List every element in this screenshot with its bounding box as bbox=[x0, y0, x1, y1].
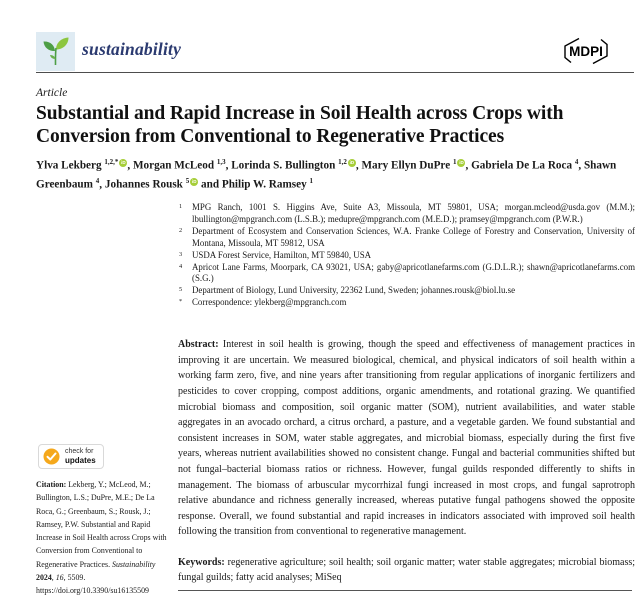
citation-segment: , 5509. bbox=[63, 573, 86, 583]
keywords-label: Keywords: bbox=[178, 556, 225, 568]
author-affiliation-superscript: 1,2,* bbox=[104, 158, 119, 166]
author-affiliation-superscript: 5 bbox=[185, 177, 190, 186]
orcid-icon[interactable]: iD bbox=[349, 160, 355, 165]
affiliation-item bbox=[178, 250, 635, 262]
citation-segment: Lekberg, Y.; McLeod, M.; Bullington, L.S.; DuPre, M.E.; De La Roca, G.; Greenbaum, S.; Rousk, J.; Ramsey, P.W. Substantial and Rapid Increase in Soil Health across Crops with Conversion from Conventional to Regenerative Practices. bbox=[36, 480, 167, 569]
author-name: Philip W. Ramsey bbox=[221, 178, 310, 191]
seedling-icon bbox=[36, 32, 75, 71]
author-affiliation-superscript: 4 bbox=[95, 177, 100, 186]
author-affiliation-superscript: 1 bbox=[309, 177, 314, 186]
author-separator: , bbox=[225, 159, 232, 172]
author-affiliation-superscript: 1 bbox=[452, 158, 457, 166]
journal-logo bbox=[36, 32, 75, 71]
author-affiliation-superscript: 4 bbox=[574, 158, 579, 166]
author-separator: , bbox=[99, 178, 105, 191]
orcid-icon[interactable]: iD bbox=[191, 179, 197, 185]
badge-line-2: updates bbox=[65, 455, 96, 465]
badge-line-1: check for bbox=[65, 448, 94, 455]
orcid-icon[interactable]: iD bbox=[459, 160, 464, 165]
affiliation-marker: 3 bbox=[179, 250, 183, 258]
author-list bbox=[36, 155, 639, 193]
author-name: Shawn Greenbaum bbox=[36, 159, 617, 191]
citation-text bbox=[36, 480, 167, 595]
affiliation-marker: 4 bbox=[179, 262, 183, 270]
title-line-1: Substantial and Rapid Increase in Soil Health across Crops with bbox=[36, 103, 564, 124]
affiliation-text: Department of Ecosystem and Conservation Sciences, W.A. Franke College of Forestry and Conservation, University of Montana, Missoula, MT 59812, USA bbox=[192, 225, 635, 248]
title-line-2: Conversion from Conventional to Regenerative Practices bbox=[36, 125, 505, 147]
section-divider bbox=[178, 590, 632, 591]
affiliation-item bbox=[178, 285, 635, 297]
citation-segment: Sustainability bbox=[112, 559, 156, 569]
author-name: Ylva Lekberg bbox=[36, 159, 105, 172]
author-affiliation-superscript: 1,3 bbox=[216, 158, 226, 166]
affiliation-text: USDA Forest Service, Hamilton, MT 59840, USA bbox=[192, 249, 372, 260]
author-name: Morgan McLeod bbox=[132, 159, 217, 172]
author-name: Lorinda S. Bullington bbox=[231, 159, 339, 172]
citation-segment: , bbox=[51, 573, 56, 583]
header-divider bbox=[36, 72, 634, 73]
citation-label: Citation: bbox=[36, 480, 67, 489]
affiliation-item bbox=[178, 226, 635, 250]
affiliation-item bbox=[178, 202, 635, 226]
author-separator: , bbox=[355, 159, 362, 172]
keywords-text: regenerative agriculture; soil health; soil organic matter; water stable aggregates; microbial biomass; fungal guilds; fatty acid analyses; MiSeq bbox=[178, 556, 635, 584]
affiliation-marker: * bbox=[179, 298, 183, 306]
affiliation-text: MPG Ranch, 1001 S. Higgins Ave, Suite A3, Missoula, MT 59801, USA; morgan.mcleod@usda.gov (M.M.); lbullington@mpgranch.com (L.S.B.); medupre@mpgranch.com (M.E.D.); pramsey@mpgranch.com (P.W.R.) bbox=[192, 202, 635, 224]
author-separator: , bbox=[578, 159, 584, 172]
paper-title bbox=[36, 103, 637, 148]
affiliation-text: Apricot Lane Farms, Moorpark, CA 93021, USA; gaby@apricotlanefarms.com (G.D.L.R.); shawn@apricotlanefarms.com (S.G.) bbox=[192, 261, 635, 284]
affiliation-text: Department of Biology, Lund University, 22362 Lund, Sweden; johannes.rousk@biol.lu.se bbox=[192, 285, 516, 296]
mdpi-logo-text: MDPI bbox=[569, 44, 603, 59]
article-meta-column bbox=[178, 202, 635, 591]
affiliation-item bbox=[178, 262, 635, 286]
author-name: Johannes Rousk bbox=[104, 178, 186, 191]
abstract-text: Interest in soil health is growing, though the speed and effectiveness of management practices in improving it are uncertain. We measured biological, chemical, and physical indicators of soil health within a working farm zero, five, and nine years after transitioning from regular applications of inorganic fertilizers and pesticides to cover cropping, compost additions, organic amendments, and rotational grazing. We quantified microbial biomass and composition, soil organic matter (SOM), nutrient availabilities, and water stable aggregates in an avocado orchard, a citrus orchard, a pasture, and a vegetable garden. We found substantial and consistent increases in SOM, water stable aggregates, and microbial biomass, especially during the first five years, whereas nutrient availabilities showed no consistent change. Fungal and bacterial communities shifted but not fungal–bacterial biomass ratios or richness. However, fungal guilds responded differently to shifts in management. The biomass of arbuscular mycorrhizal fungi increased in most crops, and fungal saprotroph relative abundance and richness generally increased, whereas putative fungal pathogens showed the opposite response. Overall, we found substantial and rapid increases in indicators associated with improved soil health following the transition from conventional to regenerative management. bbox=[178, 339, 635, 538]
mdpi-logo bbox=[557, 36, 615, 66]
citation-segment: 16 bbox=[55, 573, 64, 583]
abstract bbox=[178, 337, 635, 540]
abstract-label: Abstract: bbox=[178, 339, 219, 351]
affiliation-item bbox=[178, 297, 635, 309]
affiliation-marker: 1 bbox=[179, 203, 183, 210]
affiliation-text: Correspondence: ylekberg@mpgranch.com bbox=[192, 297, 347, 308]
crossmark-check-icon bbox=[43, 448, 60, 465]
check-for-updates-label bbox=[65, 448, 96, 465]
citation-segment: 2024 bbox=[36, 573, 52, 583]
affiliation-list bbox=[178, 202, 635, 309]
author-name: Gabriela De La Roca bbox=[471, 159, 575, 172]
citation-block bbox=[36, 478, 174, 598]
author-separator: , bbox=[465, 159, 472, 172]
keywords bbox=[178, 555, 635, 586]
journal-name: sustainability bbox=[82, 39, 182, 59]
affiliation-marker: 2 bbox=[179, 226, 183, 234]
author-separator: and bbox=[198, 178, 222, 191]
article-type-label: Article bbox=[36, 87, 68, 99]
author-name: Mary Ellyn DuPre bbox=[361, 159, 453, 172]
affiliation-marker: 5 bbox=[179, 286, 183, 294]
author-affiliation-superscript: 1,2 bbox=[338, 158, 347, 166]
check-for-updates-badge[interactable] bbox=[38, 444, 104, 469]
orcid-icon[interactable]: iD bbox=[121, 160, 126, 165]
citation-doi-link[interactable]: https://doi.org/10.3390/su16135509 bbox=[36, 586, 149, 596]
author-separator: , bbox=[127, 159, 133, 172]
